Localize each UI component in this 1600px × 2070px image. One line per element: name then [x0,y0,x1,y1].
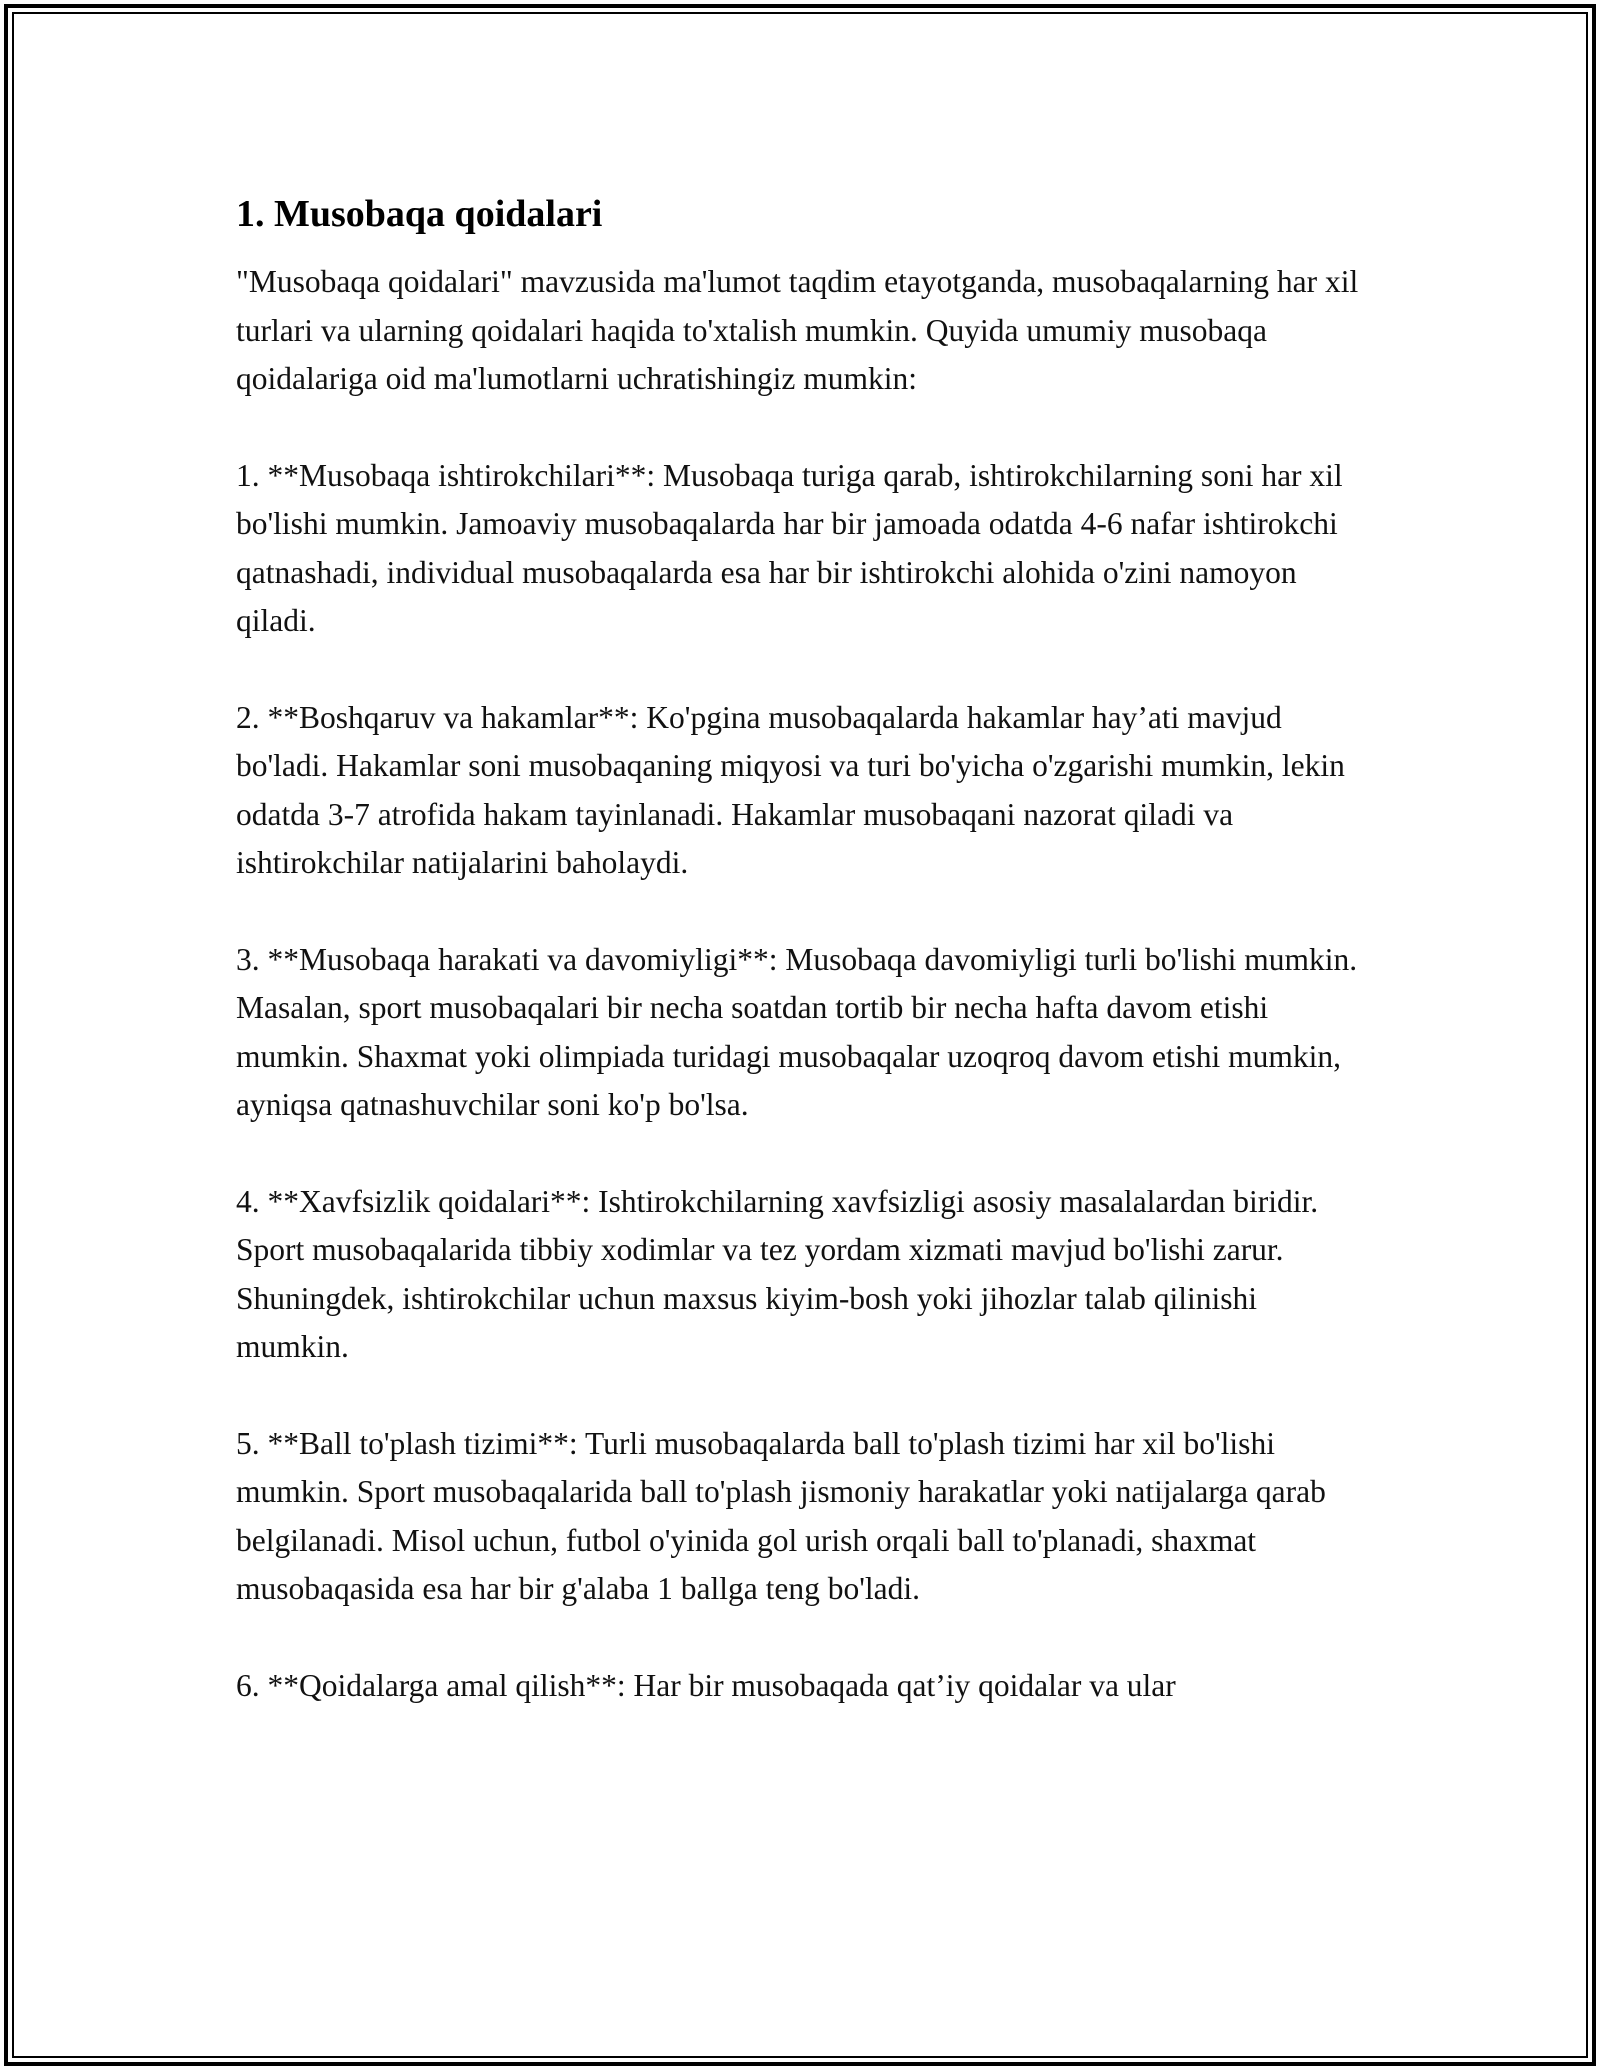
intro-paragraph: "Musobaqa qoidalari" mavzusida ma'lumot taqdim etayotganda, musobaqalarning har xil turlari va ularning qoidalari haqida to'xtalish mumkin. Quyida umumiy musobaqa qoidalariga oid ma'lumotlarni uchratishingiz mumkin: [236,264,1359,396]
rule-paragraph-3: 3. **Musobaqa harakati va davomiyligi**: Musobaqa davomiyligi turli bo'lishi mumkin. Masalan, sport musobaqalari bir necha soatdan tortib bir necha hafta davom etishi mumkin. Shaxmat yoki olimpiada turidagi musobaqalar uzoqroq davom etishi mumkin, ayniqsa qatnashuvchilar soni ko'p bo'lsa. [236,941,1358,1122]
rule-paragraph-1: 1. **Musobaqa ishtirokchilari**: Musobaqa turiga qarab, ishtirokchilarning soni har xil bo'lishi mumkin. Jamoaviy musobaqalarda har bir jamoada odatda 4-6 nafar ishtirokchi qatnashadi, individual musobaqalarda esa har bir ishtirokchi alohida o'zini namoyon qiladi. [236,457,1343,638]
rule-paragraph-6: 6. **Qoidalarga amal qilish**: Har bir musobaqada qat’iy qoidalar va ular [236,1667,1176,1703]
rule-paragraph-5: 5. **Ball to'plash tizimi**: Turli musobaqalarda ball to'plash tizimi har xil bo'lishi mumkin. Sport musobaqalarida ball to'plash jismoniy harakatlar yoki natijalarga qarab belgilanadi. Misol uchun, futbol o'yinida gol urish orqali ball to'planadi, shaxmat musobaqasida esa har bir g'alaba 1 ballga teng bo'ladi. [236,1425,1326,1606]
section-heading: 1. Musobaqa qoidalari [236,193,603,235]
document-body [236,190,1376,1758]
rule-paragraph-2: 2. **Boshqaruv va hakamlar**: Ko'pgina musobaqalarda hakamlar hay’ati mavjud bo'ladi. Hakamlar soni musobaqaning miqyosi va turi bo'yicha o'zgarishi mumkin, lekin odatda 3-7 atrofida hakam tayinlanadi. Hakamlar musobaqani nazorat qiladi va ishtirokchilar natijalarini baholaydi. [236,699,1345,880]
rule-paragraph-4: 4. **Xavfsizlik qoidalari**: Ishtirokchilarning xavfsizligi asosiy masalalardan biridir. Sport musobaqalarida tibbiy xodimlar va tez yordam xizmati mavjud bo'lishi zarur. Shuningdek, ishtirokchilar uchun maxsus kiyim-bosh yoki jihozlar talab qilinishi mumkin. [236,1183,1319,1364]
